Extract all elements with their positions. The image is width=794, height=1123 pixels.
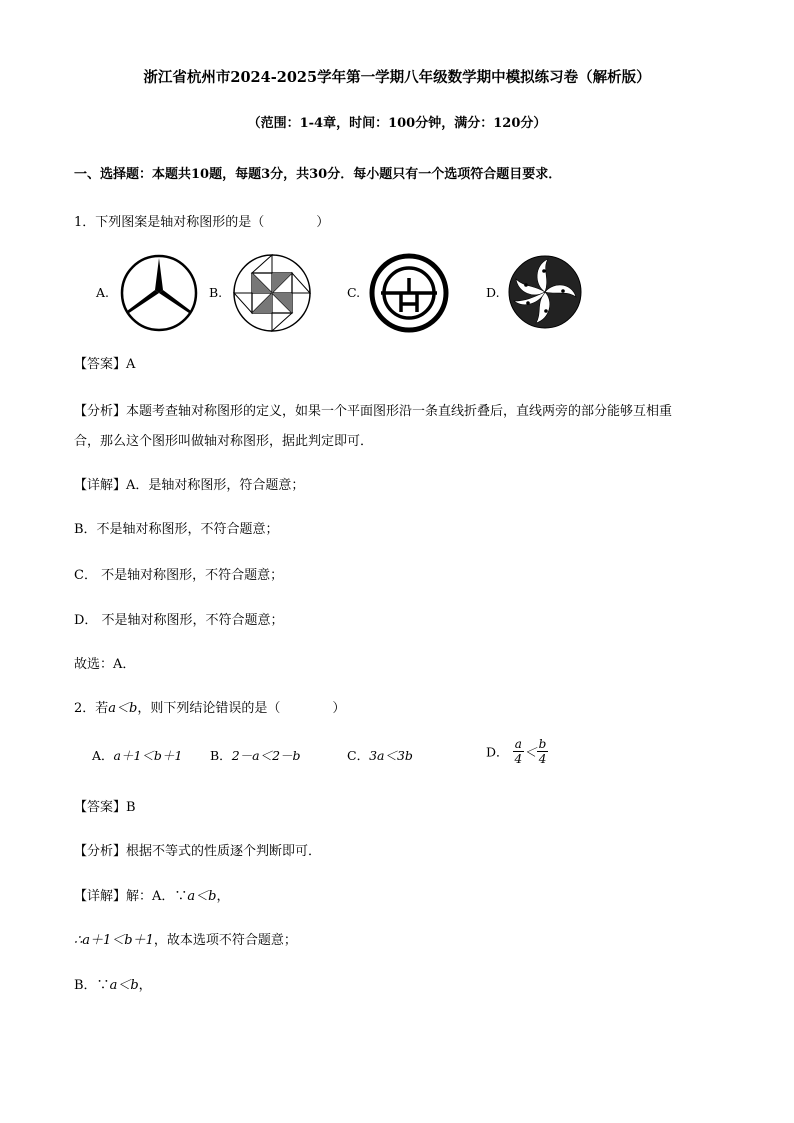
q2-option-a [92,746,182,764]
q1-detail-a: 【详解】A．是轴对称图形，符合题意； [74,478,305,493]
q2-detail-line2-suffix: ，故本选项不符合题意； [153,933,297,948]
fraction-denominator: 4 [538,752,547,766]
bauhinia-flower-figure [506,253,584,331]
q2-option-d-fraction-b [537,737,549,766]
section-heading: 一、选择题：本题共10题，每题3分，共30分．每小题只有一个选项符合题目要求． [74,167,562,182]
fraction-numerator: b [538,737,547,751]
q2-analysis: 【分析】根据不等式的性质逐个判断即可． [74,844,322,859]
q2-option-d-label: D． [486,744,509,760]
q2-option-b [210,746,301,764]
fraction-numerator: a [513,737,525,752]
q2-option-d-less-than: ＜ [524,744,537,760]
q2-detail-prefix: 【详解】解：A．∵ [74,889,188,904]
q1-detail-b: B．不是轴对称图形，不符合题意； [74,522,279,537]
q2-option-c-math: 3a＜3b [369,748,413,763]
q1-analysis-line2: 合，那么这个图形叫做轴对称图形，据此判定即可． [74,434,374,449]
q2-detail-math: a＜b [187,889,217,904]
q2-option-c-label: C． [347,748,370,763]
pinwheel-figure [230,253,314,333]
q2-option-d [486,737,548,766]
q1-analysis-line1: 【分析】本题考查轴对称图形的定义，如果一个平面图形沿一条直线折叠后，直线两旁的部分能够互相重 [74,404,673,419]
q2-option-c [347,746,413,764]
q2-detail-suffix: ， [216,889,230,904]
q2-option-b-label: B． [210,748,232,763]
q2-stem-prefix: 2．若 [74,701,109,716]
q1-detail-c: C． 不是轴对称图形，不符合题意； [74,568,284,583]
q2-stem [74,697,345,716]
q1-choice: 故选：A． [74,657,136,672]
q2-detail-line1 [74,885,229,904]
exam-scope: （范围：1-4章，时间：100分钟，满分：120分） [247,116,547,131]
mercedes-star-figure [117,254,201,332]
q2-detail-line3-suffix: ， [138,978,152,993]
q1-option-b-label: B. [209,285,223,300]
q2-option-a-math: a＋1＜b＋1 [113,748,183,763]
q1-option-d-label: D. [486,285,500,300]
q2-answer: 【答案】B [74,800,136,815]
q2-detail-line3 [74,974,152,993]
fraction-denominator: 4 [514,752,523,766]
q2-detail-line3-math: a＜b [109,978,139,993]
q1-option-a-label: A. [96,285,110,300]
q2-stem-suffix: ，则下列结论错误的是（ ） [137,701,346,716]
page-title: 浙江省杭州市2024-2025学年第一学期八年级数学期中模拟练习卷（解析版） [143,69,651,86]
q2-option-d-fraction-a [513,737,525,766]
q2-detail-line3-prefix: B．∵ [74,978,110,993]
q1-stem: 1．下列图案是轴对称图形的是（ ） [74,215,330,230]
q1-option-c-label: C. [347,285,361,300]
q1-answer: 【答案】A [74,357,136,372]
q2-option-b-math: 2－a＜2－b [231,748,301,763]
q2-stem-math: a＜b [108,701,138,716]
railway-logo-figure [367,252,451,334]
q2-detail-line2-math: ∴a＋1＜b＋1 [74,933,154,948]
q2-detail-line2 [74,929,297,948]
q2-option-a-label: A． [92,748,114,763]
q1-detail-d: D． 不是轴对称图形，不符合题意； [74,613,284,628]
